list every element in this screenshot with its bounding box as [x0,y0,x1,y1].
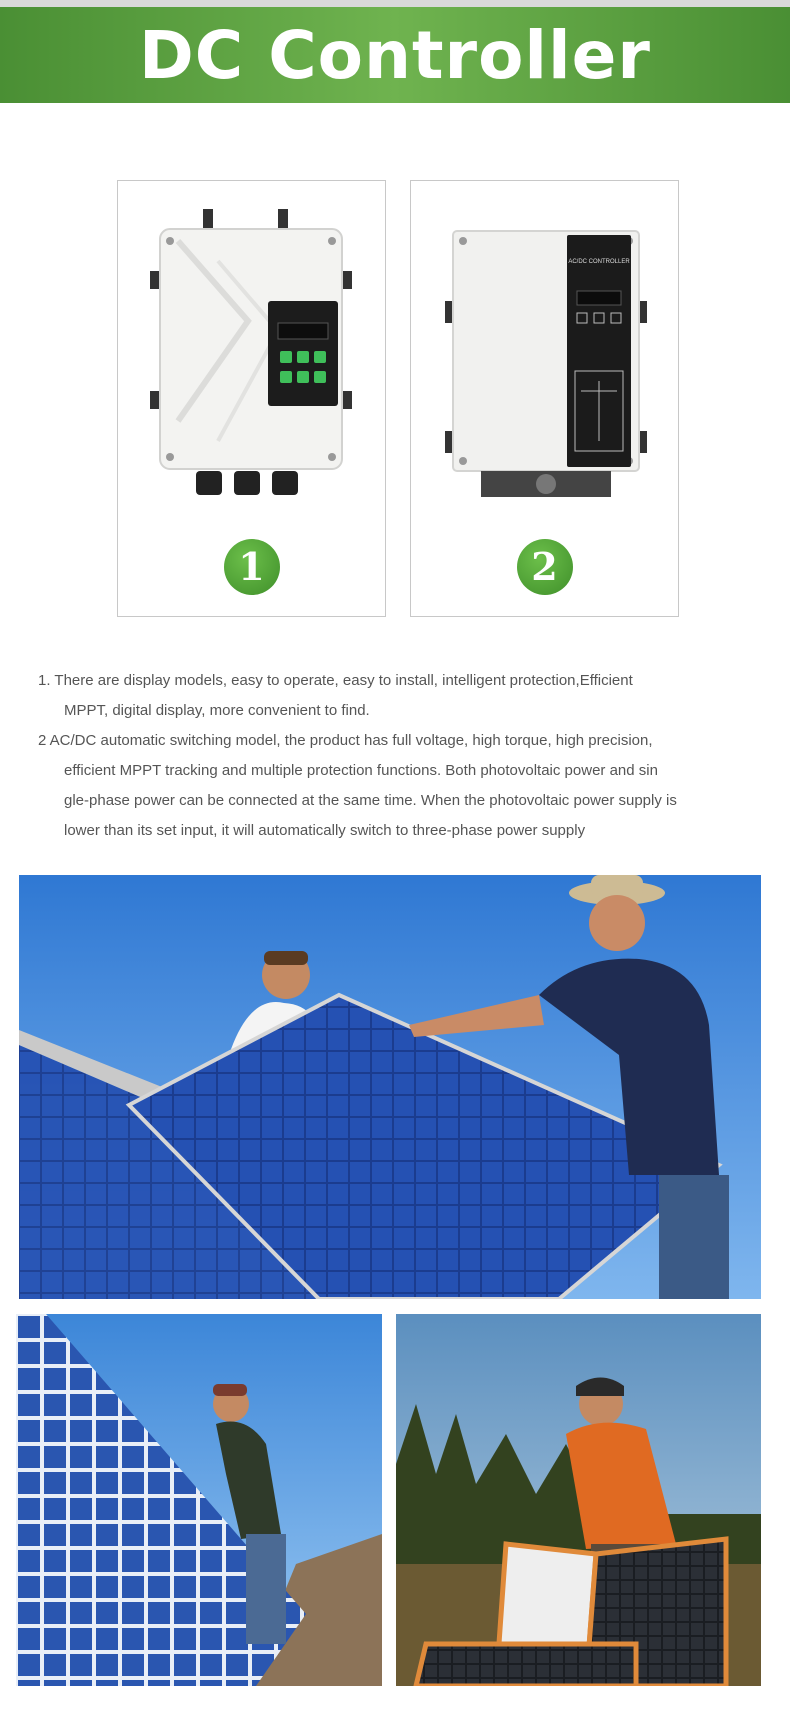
desc-line-4: efficient MPPT tracking and multiple protection functions. Both photovoltaic power and sin [64,762,658,779]
desc-line-6: lower than its set input, it will automatically switch to three-phase power supply [64,822,586,839]
desc-line-1: 1. There are display models, easy to operate, easy to install, intelligent protection,Efficient [38,672,633,689]
number-badge-2: 2 [517,539,573,595]
top-divider [0,0,790,7]
acdc-controller-image [441,201,651,501]
desc-line-5: gle-phase power can be connected at the same time. When the photovoltaic power supply is [64,792,677,809]
product-card-display-model [117,180,386,617]
panel-title-text: AC/DC CONTROLLER [568,259,630,265]
solar-installation-photo [19,875,761,1299]
product-description [38,666,758,846]
title-banner [0,7,790,103]
dc-controller-image [148,201,358,501]
roof-solar-worker-photo [16,1314,382,1686]
desc-line-3: 2 AC/DC automatic switching model, the product has full voltage, high torque, high precision, [38,732,653,749]
product-card-acdc-model [410,180,679,617]
desc-line-2: MPPT, digital display, more convenient to find. [64,702,370,719]
portable-solar-panel-photo [396,1314,761,1686]
page-title: DC Controller [139,16,651,94]
number-badge-1: 1 [224,539,280,595]
